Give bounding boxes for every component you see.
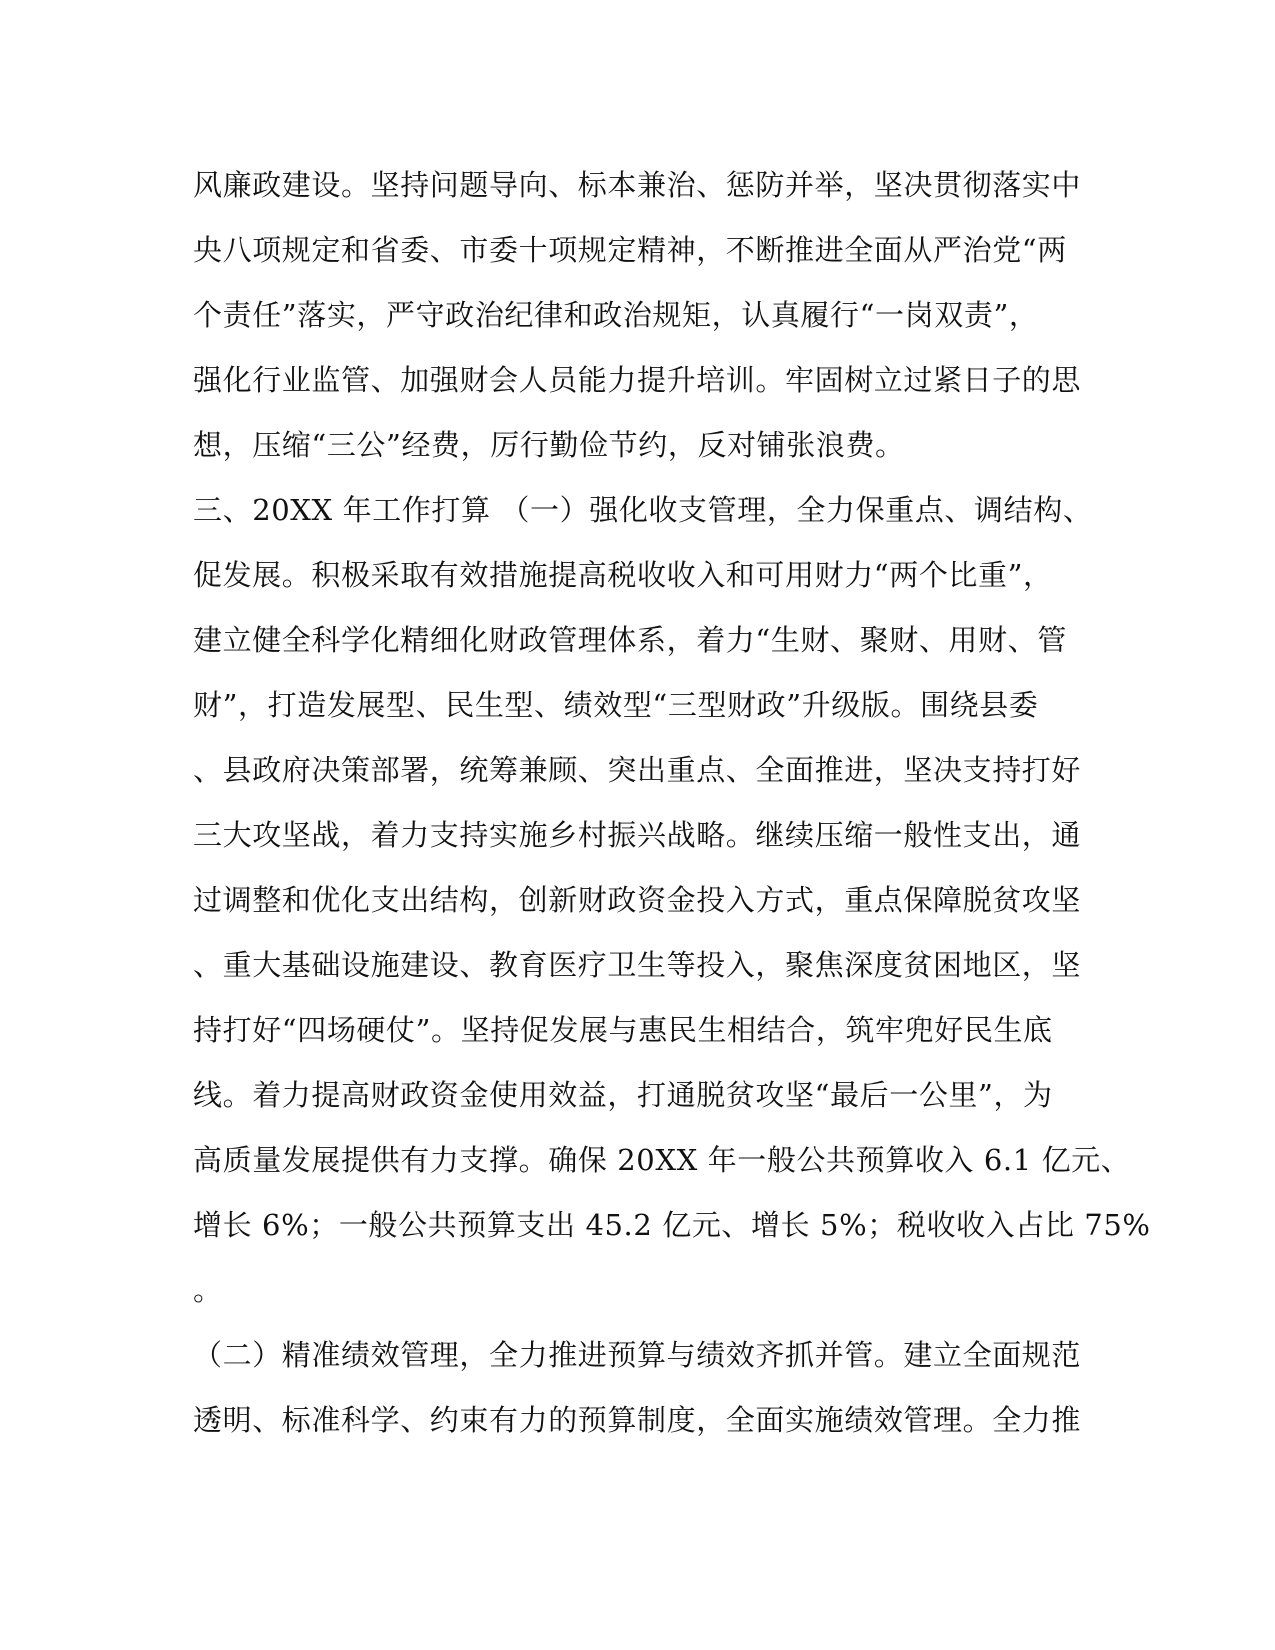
text-line: 个责任”落实，严守政治纪律和政治规矩，认真履行“一岗双责”， (193, 298, 1039, 332)
text-line: 高质量发展提供有力支撑。确保 20XX 年一般公共预算收入 6.1 亿元、 (193, 1143, 1131, 1177)
document-body (193, 153, 1151, 1453)
text-line: 、重大基础设施建设、教育医疗卫生等投入，聚焦深度贫困地区，坚 (193, 948, 1082, 982)
text-line: 建立健全科学化精细化财政管理体系，着力“生财、聚财、用财、管 (193, 623, 1067, 657)
text-line: 增长 6%；一般公共预算支出 45.2 亿元、增长 5%；税收收入占比 75% (193, 1208, 1151, 1242)
text-line: 持打好“四场硬仗”。坚持促发展与惠民生相结合，筑牢兜好民生底 (193, 1013, 1053, 1047)
text-line: 想，压缩“三公”经费，厉行勤俭节约，反对铺张浪费。 (193, 428, 905, 462)
text-line: 透明、标准科学、约束有力的预算制度，全面实施绩效管理。全力推 (193, 1403, 1082, 1437)
text-line: 、县政府决策部署，统筹兼顾、突出重点、全面推进，坚决支持打好 (193, 753, 1082, 787)
text-line: 风廉政建设。坚持问题导向、标本兼治、惩防并举，坚决贯彻落实中 (193, 168, 1082, 202)
text-line: 过调整和优化支出结构，创新财政资金投入方式，重点保障脱贫攻坚 (193, 883, 1082, 917)
text-line: 。 (193, 1273, 223, 1307)
text-line: 促发展。积极采取有效措施提高税收收入和可用财力“两个比重”， (193, 558, 1053, 592)
text-line: 强化行业监管、加强财会人员能力提升培训。牢固树立过紧日子的思 (193, 363, 1082, 397)
text-line: 财”，打造发展型、民生型、绩效型“三型财政”升级版。围绕县委 (193, 688, 1039, 722)
text-line: 央八项规定和省委、市委十项规定精神，不断推进全面从严治党“两 (193, 233, 1067, 267)
text-line: 线。着力提高财政资金使用效益，打通脱贫攻坚“最后一公里”，为 (193, 1078, 1053, 1112)
text-line: 三大攻坚战，着力支持实施乡村振兴战略。继续压缩一般性支出，通 (193, 818, 1082, 852)
subsection-heading-line: （二）精准绩效管理，全力推进预算与绩效齐抓并管。建立全面规范 (193, 1338, 1082, 1372)
section-heading-line: 三、20XX 年工作打算 （一）强化收支管理，全力保重点、调结构、 (193, 493, 1093, 527)
